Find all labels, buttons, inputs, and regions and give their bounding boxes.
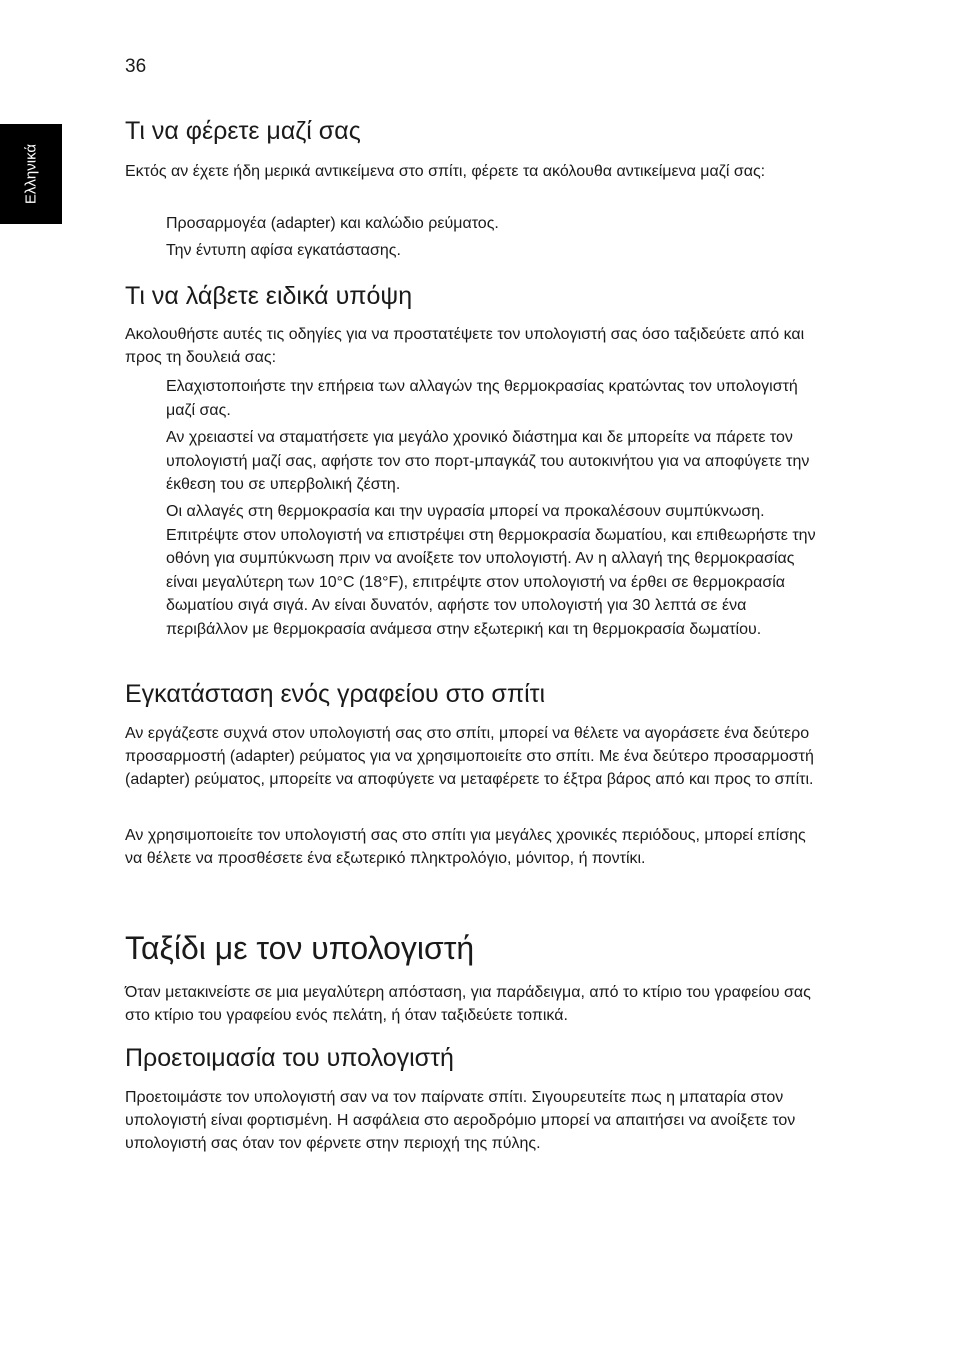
chapter-intro: Όταν μετακινείστε σε μια μεγαλύτερη απόσταση, για παράδειγμα, από το κτίριο του γραφείου σας στο κτίριο του γραφείου ενός πελάτη, ή όταν ταξιδεύετε τοπικά. (125, 984, 811, 1024)
chapter-title: Ταξίδι με τον υπολογιστή (125, 930, 475, 966)
paragraph: Προετοιμάστε τον υπολογιστή σαν να τον παίρνατε σπίτι. Σιγουρευτείτε πως η μπαταρία στον υπολογιστή είναι φορτισμένη. Η ασφάλεια στο αεροδρόμιο μπορεί να απαιτήσει να ανοίξετε τον υπολογιστή σας όταν τον φέρνετε στην περιοχή της πύλης. (125, 1089, 796, 1152)
list-item: Την έντυπη αφίσα εγκατάστασης. (166, 242, 401, 259)
language-tab-label: Ελληνικά (22, 143, 40, 205)
section-intro-special-considerations: Ακολουθήστε αυτές τις οδηγίες για να προστατέψετε τον υπολογιστή σας όσο ταξιδεύετε από και προς τη δουλειά σας: (125, 326, 805, 366)
section-heading-home-office: Εγκατάσταση ενός γραφείου στο σπίτι (125, 680, 546, 708)
list-item: Αν χρειαστεί να σταματήσετε για μεγάλο χρονικό διάστημα και δε μπορείτε να πάρετε τον υπολογιστή μαζί σας, αφήστε τον στο πορτ-μπαγκάζ του αυτοκινήτου για να αποφύγετε την έκθεση του σε υπερβολική ζέστη. (166, 429, 810, 493)
language-tab (0, 124, 62, 224)
list-item: Ελαχιστοποιήστε την επήρεια των αλλαγών της θερμοκρασίας κρατώντας τον υπολογιστή μαζί σας. (166, 378, 798, 419)
subsection-heading-preparing-computer: Προετοιμασία του υπολογιστή (125, 1044, 454, 1072)
paragraph: Αν χρησιμοποιείτε τον υπολογιστή σας στο σπίτι για μεγάλες χρονικές περιόδους, μπορεί επίσης να θέλετε να προσθέσετε ένα εξωτερικό πληκτρολόγιο, μόνιτορ, ή ποντίκι. (125, 827, 806, 867)
list-item: Προσαρμογέα (adapter) και καλώδιο ρεύματος. (166, 215, 499, 232)
section-heading-what-to-bring: Τι να φέρετε μαζί σας (125, 117, 361, 145)
list-item: Οι αλλαγές στη θερμοκρασία και την υγρασία μπορεί να προκαλέσουν συμπύκνωση. Επιτρέψτε στον υπολογιστή να επιστρέψει στη θερμοκρασία δωματίου, και επιθεωρήστε την οθόνη για συμπύκνωση πριν να ανοίξετε τον υπολογιστή. Αν η αλλαγή της θερμοκρασίας είναι μεγαλύτερη των 10°C (18°F), επιτρέψτε στον υπολογιστή να έρθει σε θερμοκρασία δωματίου σιγά σιγά. Αν είναι δυνατόν, αφήστε τον υπολογιστή για 30 λεπτά σε ένα περιβάλλον με θερμοκρασία ανάμεσα στην εξωτερική και τη θερμοκρασία δωματίου. (166, 503, 816, 638)
page-number: 36 (125, 56, 147, 77)
section-heading-special-considerations: Τι να λάβετε ειδικά υπόψη (125, 282, 413, 310)
section-intro-what-to-bring: Εκτός αν έχετε ήδη μερικά αντικείμενα στο σπίτι, φέρετε τα ακόλουθα αντικείμενα μαζί σας: (125, 163, 766, 180)
paragraph: Αν εργάζεστε συχνά στον υπολογιστή σας στο σπίτι, μπορεί να θέλετε να αγοράσετε ένα δεύτερο προσαρμοστή (adapter) ρεύματος για να χρησιμοποιείτε στο σπίτι. Με ένα δεύτερο προσαρμοστή (adapter) ρεύματος, μπορείτε να αποφύγετε να μεταφέρετε το έξτρα βάρος από και προς το σπίτι. (125, 725, 814, 788)
